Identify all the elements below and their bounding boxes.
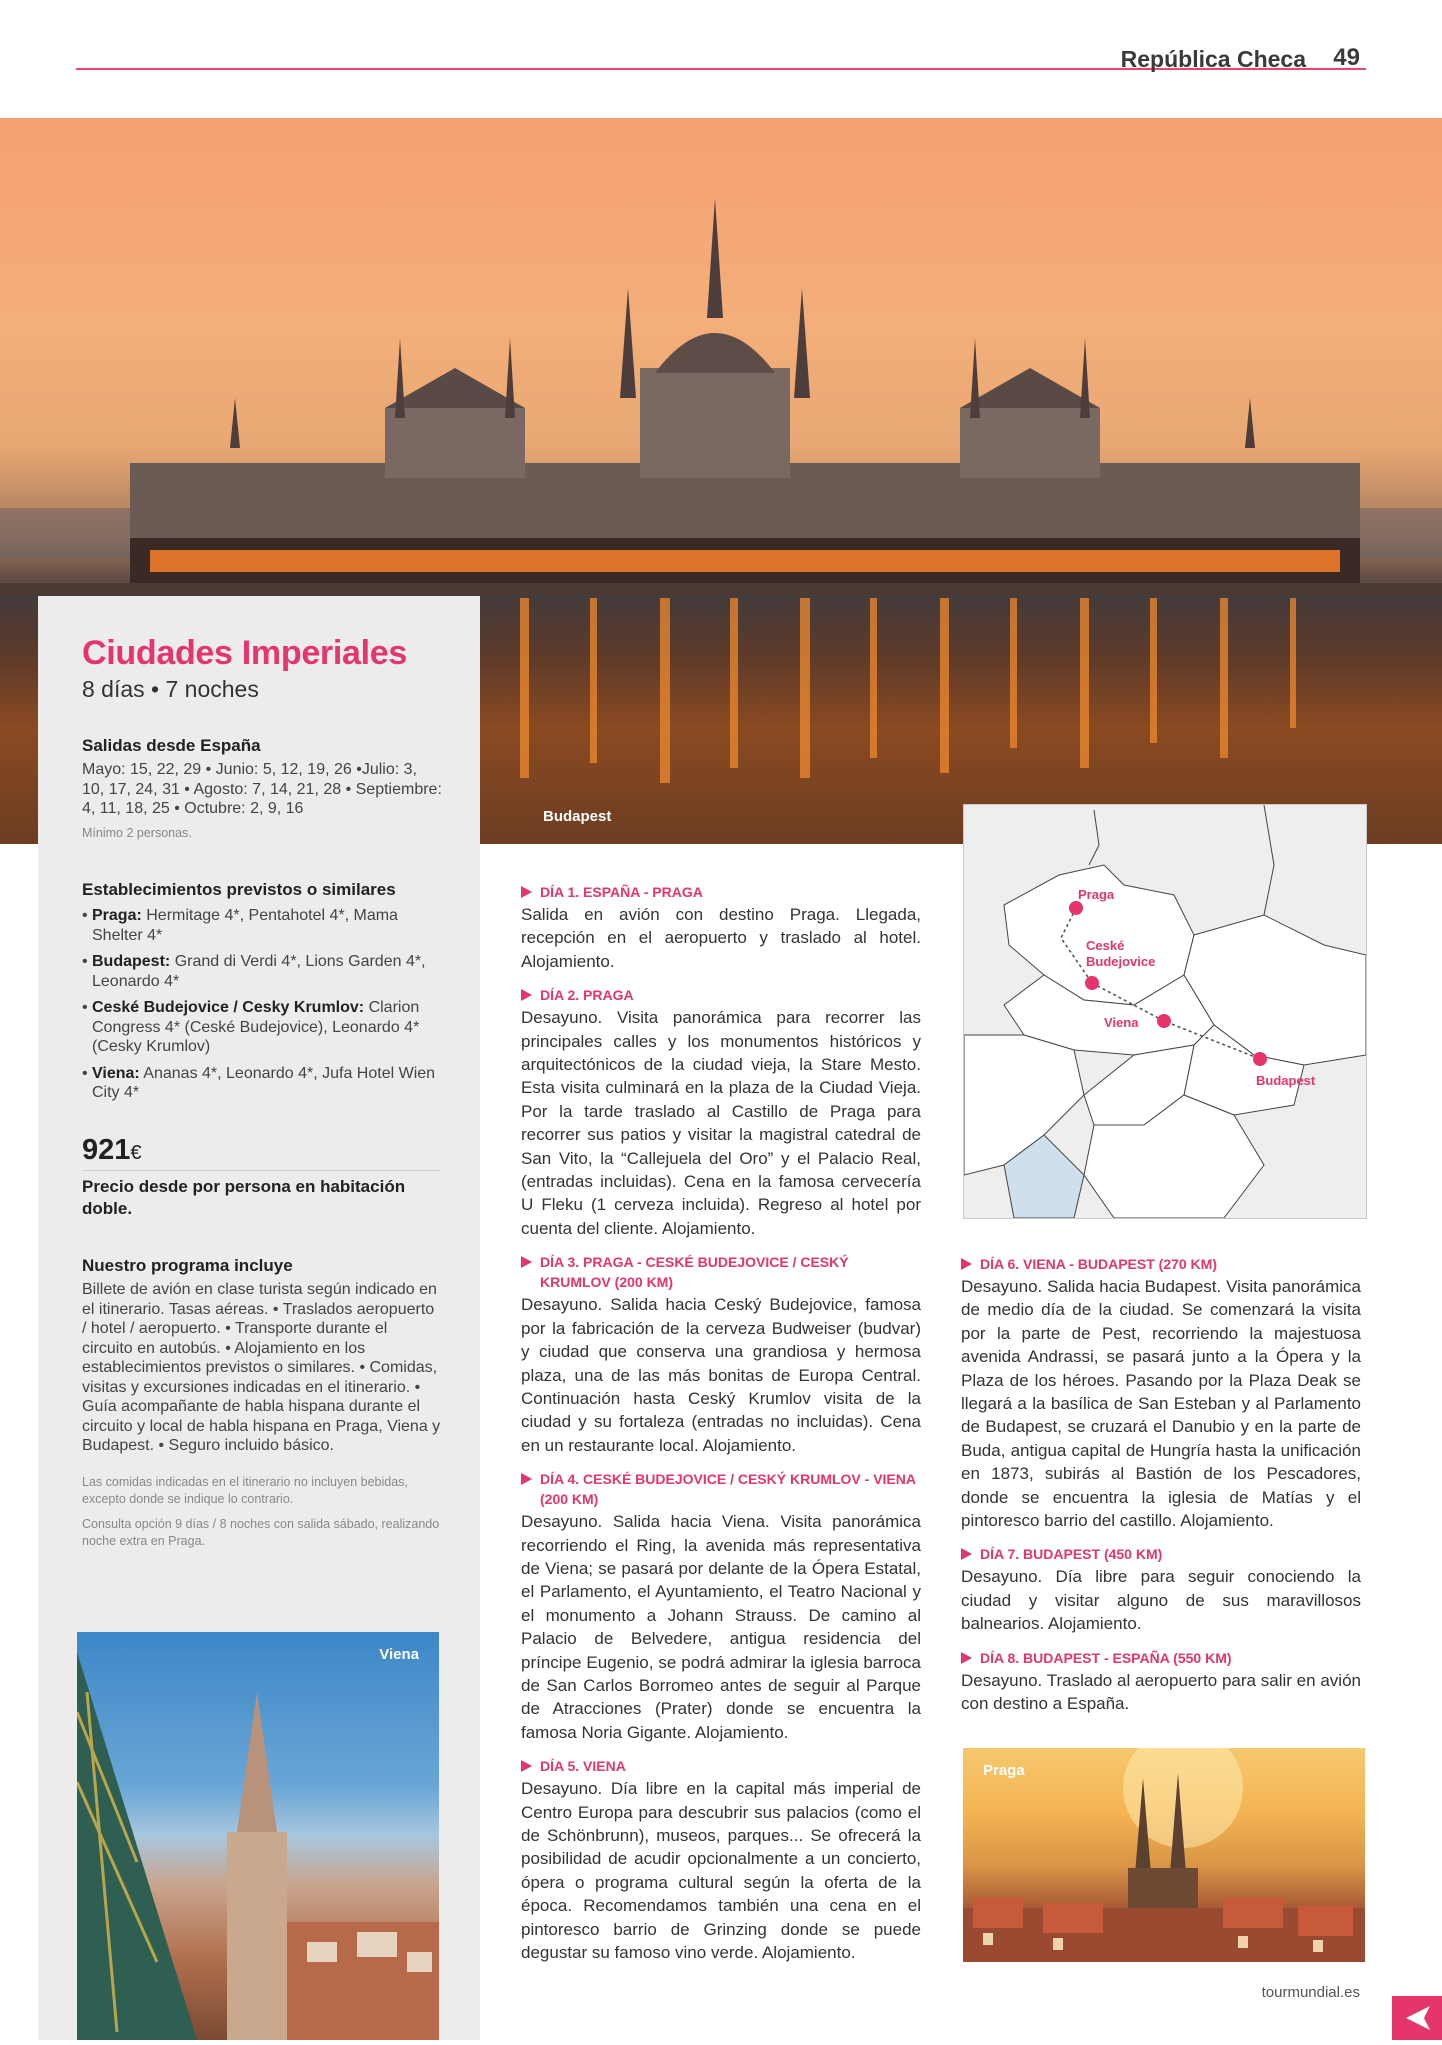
day-3-title: DÍA 3. PRAGA - CESKÉ BUDEJOVICE / CESKÝ KRUMLOV (200 KM)	[521, 1252, 921, 1292]
day-1-text: Salida en avión con destino Praga. Llegada, recepción en el aeropuerto y traslado al hotel. Alojamiento.	[521, 905, 921, 971]
arrow-icon	[521, 1473, 532, 1485]
map-illustration	[964, 805, 1366, 1218]
itinerary-column-right	[961, 1254, 1361, 1728]
price: 921€	[82, 1134, 142, 1166]
list-item: • Viena: Ananas 4*, Leonardo 4*, Jufa Hotel Wien City 4*	[82, 1064, 442, 1103]
day-6-text: Desayuno. Salida hacia Budapest. Visita panorámica de medio día de la ciudad. Se comenzará la visita por la parte de Pest, recorriendo la majestuosa avenida Andrassi, se pasará junto a la Ópera y la Plaza de los héroes. Pasando por la Plaza Deak se llegará a la basílica de San Esteban y al Parlamento de Budapest, se cruzará el Danubio y en la parte de Buda, antigua capital de Hungría hasta la unificación en 1873, subirás al Bastión de los Pescadores, donde se encuentra la iglesia de Matías y el pintoresco barrio del castillo. Alojamiento.	[961, 1277, 1361, 1531]
includes-block	[82, 1256, 442, 1550]
day-7-text: Desayuno. Día libre para seguir conociendo la ciudad y visitar alguno de sus maravillosos balnearios. Alojamiento.	[961, 1567, 1361, 1634]
list-item: • Budapest: Grand di Verdi 4*, Lions Garden 4*, Leonardo 4*	[82, 952, 442, 991]
day-8-title: DÍA 8. BUDAPEST - ESPAÑA (550 KM)	[961, 1648, 1361, 1668]
day-5-title: DÍA 5. VIENA	[521, 1756, 921, 1776]
map-label-budapest: Budapest	[1256, 1073, 1316, 1088]
minimum-note: Mínimo 2 personas.	[82, 825, 192, 840]
back-arrow-button[interactable]	[1392, 1996, 1442, 2040]
includes-text: Billete de avión en clase turista según indicado en el itinerario. Tasas aéreas. • Traslados aeropuerto / hotel / aeropuerto. • Transporte durante el circuito en autobús. • Alojamiento en los establecimientos previstos o similares. • Comidas, visitas y excursiones indicadas en el itinerario. • Guía acompañante de habla hispana durante el circuito y local de habla hispana en Praga, Viena y Budapest. • Seguro incluido básico.	[82, 1281, 441, 1454]
price-rule	[82, 1170, 440, 1171]
includes-title: Nuestro programa incluye	[82, 1256, 293, 1275]
section-title: República Checa	[1120, 46, 1306, 72]
hotels-block	[82, 880, 442, 1110]
budapest-marker	[1253, 1052, 1267, 1066]
arrow-left-icon	[1392, 1996, 1442, 2040]
meals-note: Las comidas indicadas en el itinerario no incluyen bebidas, excepto donde se indique lo contrario.	[82, 1474, 408, 1506]
page-number: 49	[1333, 44, 1360, 71]
budejovice-marker	[1085, 976, 1099, 990]
day-4-text: Desayuno. Salida hacia Viena. Visita panorámica recorriendo el Ring, la avenida más representativa de Viena; se pasará por delante de la Ópera Estatal, el Parlamento, el Ayuntamiento, el Teatro Nacional y el monumento a Johann Strauss. De camino al Palacio de Belvedere, antigua residencia del príncipe Eugenio, se podrá admirar la iglesia barroca de San Carlos Borromeo antes de seguir al Parque de Atracciones (Prater) donde se encuentra la famosa Noria Gigante. Alojamiento.	[521, 1512, 921, 1742]
map-label-praga: Praga	[1078, 887, 1115, 902]
day-2-title: DÍA 2. PRAGA	[521, 985, 921, 1005]
list-item: • Ceské Budejovice / Cesky Krumlov: Clarion Congress 4* (Ceské Budejovice), Leonardo 4* (Cesky Krumlov)	[82, 998, 442, 1057]
trip-title: Ciudades Imperiales	[82, 634, 407, 672]
itinerary-column-left	[521, 882, 921, 1976]
day-7-title: DÍA 7. BUDAPEST (450 KM)	[961, 1544, 1361, 1564]
day-3-text: Desayuno. Salida hacia Ceský Budejovice, famosa por la fabricación de la cerveza Budweiser (budvar) y ciudad que conserva una grandiosa y hermosa plaza, una de las más bonitas de Europa Central. Continuación hasta Ceský Krumlov visita de la ciudad y su fortaleza (entradas no incluidas). Cena en un restaurante local. Alojamiento.	[521, 1295, 921, 1455]
departures-block	[82, 736, 442, 842]
arrow-icon	[521, 1256, 532, 1268]
trip-duration: 8 días • 7 noches	[82, 676, 259, 702]
prague-illustration	[963, 1748, 1365, 1962]
arrow-icon	[961, 1652, 972, 1664]
arrow-icon	[961, 1258, 972, 1270]
arrow-icon	[961, 1548, 972, 1560]
arrow-icon	[521, 989, 532, 1001]
vienna-photo	[77, 1632, 439, 2040]
day-2-text: Desayuno. Visita panorámica para recorrer las principales calles y los monumentos históricos y arquitectónicos de la ciudad vieja, la Stare Mesto. Esta visita culminará en la plaza de la Ciudad Vieja. Por la tarde traslado al Castillo de Praga para recorrer sus patios y visitar la magistral catedral de San Vito, la “Callejuela del Oro” y el Palacio Real, (entradas incluidas). Cena en la famosa cervecería U Fleku (1 cerveza incluida). Regreso al hotel por cuenta del cliente. Alojamiento.	[521, 1008, 921, 1238]
praga-marker	[1069, 901, 1083, 915]
day-8-text: Desayuno. Traslado al aeropuerto para salir en avión con destino a España.	[961, 1670, 1361, 1714]
list-item: • Praga: Hermitage 4*, Pentahotel 4*, Mama Shelter 4*	[82, 906, 442, 945]
hotels-title: Establecimientos previstos o similares	[82, 880, 396, 899]
option-note: Consulta opción 9 días / 8 noches con salida sábado, realizando noche extra en Praga.	[82, 1516, 440, 1548]
day-4-title: DÍA 4. CESKÉ BUDEJOVICE / CESKÝ KRUMLOV - VIENA (200 KM)	[521, 1469, 921, 1509]
hero-caption: Budapest	[543, 808, 612, 825]
day-1-title: DÍA 1. ESPAÑA - PRAGA	[521, 882, 921, 902]
day-6-title: DÍA 6. VIENA - BUDAPEST (270 KM)	[961, 1254, 1361, 1274]
departures-text: Mayo: 15, 22, 29 • Junio: 5, 12, 19, 26 •Julio: 3, 10, 17, 24, 31 • Agosto: 7, 14, 21, 28 • Septiembre: 4, 11, 18, 25 • Octubre: 2, 9, 16	[82, 761, 442, 817]
hotels-list	[82, 906, 442, 1103]
price-description: Precio desde por persona en habitación doble.	[82, 1177, 406, 1218]
vienna-illustration	[77, 1632, 439, 2040]
website-link[interactable]: tourmundial.es	[1261, 1984, 1360, 2001]
vienna-caption: Viena	[379, 1646, 419, 1663]
prague-caption: Praga	[983, 1762, 1025, 1779]
day-5-text: Desayuno. Día libre en la capital más imperial de Centro Europa para descubrir sus palacios (como el de Schönbrunn), museos, parques... Se ofrecerá la posibilidad de acudir opcionalmente a un concierto, ópera o programa cultural según la oferta de la época. Recomendamos también una cena en el pintoresco barrio de Grinzing donde se puede degustar su famoso vino verde. Alojamiento.	[521, 1779, 921, 1963]
map-label-viena: Viena	[1104, 1015, 1139, 1030]
arrow-icon	[521, 1760, 532, 1772]
map-label-budejovice: Ceské Budejovice	[1086, 938, 1156, 969]
prague-photo	[963, 1748, 1365, 1962]
arrow-icon	[521, 886, 532, 898]
departures-title: Salidas desde España	[82, 736, 261, 755]
route-map	[963, 804, 1367, 1219]
viena-marker	[1157, 1014, 1171, 1028]
